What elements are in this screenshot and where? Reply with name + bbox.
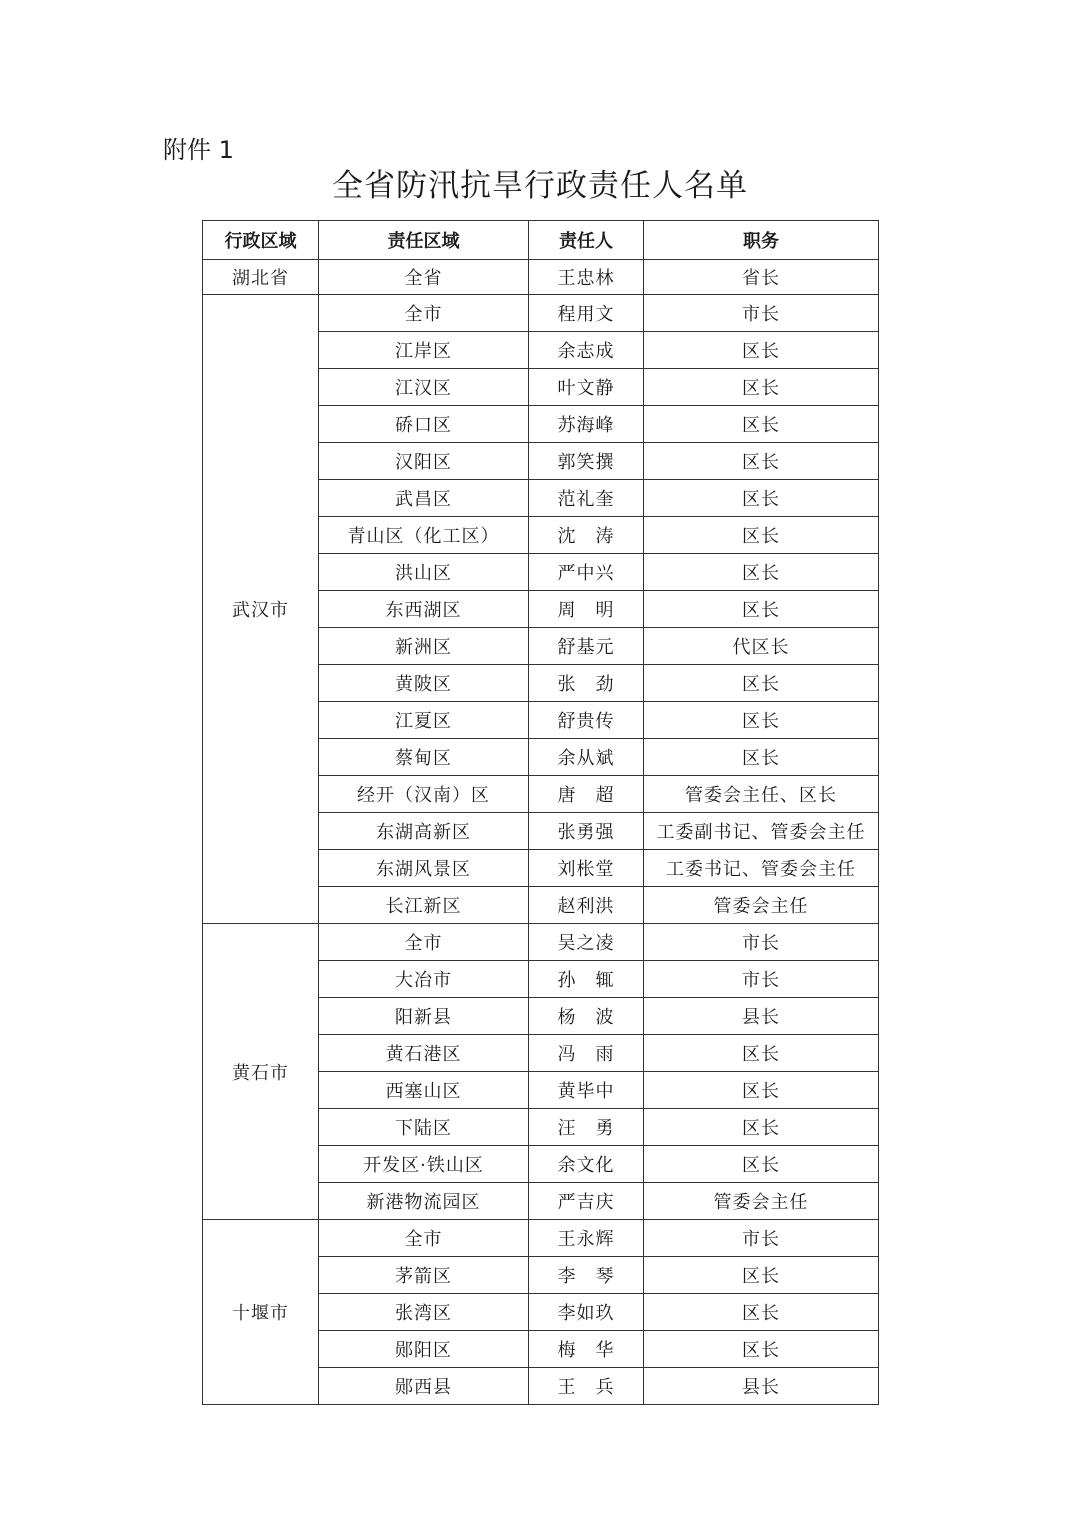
area-cell: 全市 (319, 1220, 529, 1257)
person-cell: 冯 雨 (529, 1035, 644, 1072)
table-row (203, 260, 879, 295)
position-cell: 市长 (644, 295, 879, 332)
person-cell: 程用文 (529, 295, 644, 332)
position-cell: 管委会主任、区长 (644, 776, 879, 813)
table-body (203, 260, 879, 1405)
area-cell: 西塞山区 (319, 1072, 529, 1109)
position-cell: 代区长 (644, 628, 879, 665)
person-cell: 李 琴 (529, 1257, 644, 1294)
position-cell: 区长 (644, 406, 879, 443)
position-cell: 区长 (644, 1146, 879, 1183)
position-cell: 区长 (644, 332, 879, 369)
area-cell: 阳新县 (319, 998, 529, 1035)
person-cell: 黄毕中 (529, 1072, 644, 1109)
position-cell: 区长 (644, 1294, 879, 1331)
position-cell: 管委会主任 (644, 1183, 879, 1220)
person-cell: 刘枨堂 (529, 850, 644, 887)
area-cell: 江岸区 (319, 332, 529, 369)
column-header-area: 责任区域 (319, 221, 529, 260)
area-cell: 大冶市 (319, 961, 529, 998)
area-cell: 江夏区 (319, 702, 529, 739)
person-cell: 杨 波 (529, 998, 644, 1035)
person-cell: 舒基元 (529, 628, 644, 665)
area-cell: 张湾区 (319, 1294, 529, 1331)
person-cell: 赵利洪 (529, 887, 644, 924)
position-cell: 市长 (644, 924, 879, 961)
person-cell: 梅 华 (529, 1331, 644, 1368)
person-cell: 唐 超 (529, 776, 644, 813)
person-cell: 张 劲 (529, 665, 644, 702)
responsibility-table (202, 220, 879, 1405)
person-cell: 苏海峰 (529, 406, 644, 443)
position-cell: 县长 (644, 998, 879, 1035)
area-cell: 青山区（化工区） (319, 517, 529, 554)
person-cell: 严中兴 (529, 554, 644, 591)
area-cell: 蔡甸区 (319, 739, 529, 776)
position-cell: 区长 (644, 480, 879, 517)
region-cell: 武汉市 (203, 295, 319, 924)
person-cell: 严吉庆 (529, 1183, 644, 1220)
area-cell: 全市 (319, 924, 529, 961)
position-cell: 市长 (644, 1220, 879, 1257)
region-cell: 湖北省 (203, 260, 319, 295)
column-header-person: 责任人 (529, 221, 644, 260)
table-header-row (203, 221, 879, 260)
position-cell: 工委副书记、管委会主任 (644, 813, 879, 850)
column-header-region: 行政区域 (203, 221, 319, 260)
person-cell: 王忠林 (529, 260, 644, 295)
position-cell: 县长 (644, 1368, 879, 1405)
table-row (203, 1220, 879, 1257)
position-cell: 区长 (644, 517, 879, 554)
person-cell: 余文化 (529, 1146, 644, 1183)
position-cell: 区长 (644, 369, 879, 406)
region-cell: 十堰市 (203, 1220, 319, 1405)
person-cell: 孙 辄 (529, 961, 644, 998)
area-cell: 黄陂区 (319, 665, 529, 702)
area-cell: 全省 (319, 260, 529, 295)
area-cell: 下陆区 (319, 1109, 529, 1146)
column-header-title: 职务 (644, 221, 879, 260)
person-cell: 余志成 (529, 332, 644, 369)
area-cell: 长江新区 (319, 887, 529, 924)
position-cell: 区长 (644, 1109, 879, 1146)
person-cell: 郭笑撰 (529, 443, 644, 480)
person-cell: 王永辉 (529, 1220, 644, 1257)
table-row (203, 295, 879, 332)
position-cell: 区长 (644, 1035, 879, 1072)
person-cell: 李如玖 (529, 1294, 644, 1331)
position-cell: 区长 (644, 1257, 879, 1294)
area-cell: 茅箭区 (319, 1257, 529, 1294)
area-cell: 汉阳区 (319, 443, 529, 480)
person-cell: 舒贵传 (529, 702, 644, 739)
area-cell: 东湖高新区 (319, 813, 529, 850)
person-cell: 沈 涛 (529, 517, 644, 554)
area-cell: 新洲区 (319, 628, 529, 665)
area-cell: 全市 (319, 295, 529, 332)
position-cell: 工委书记、管委会主任 (644, 850, 879, 887)
area-cell: 黄石港区 (319, 1035, 529, 1072)
person-cell: 余从斌 (529, 739, 644, 776)
position-cell: 区长 (644, 665, 879, 702)
person-cell: 张勇强 (529, 813, 644, 850)
area-cell: 硚口区 (319, 406, 529, 443)
area-cell: 东西湖区 (319, 591, 529, 628)
area-cell: 武昌区 (319, 480, 529, 517)
position-cell: 区长 (644, 1072, 879, 1109)
area-cell: 新港物流园区 (319, 1183, 529, 1220)
position-cell: 区长 (644, 443, 879, 480)
person-cell: 叶文静 (529, 369, 644, 406)
area-cell: 江汉区 (319, 369, 529, 406)
person-cell: 吴之凌 (529, 924, 644, 961)
position-cell: 区长 (644, 1331, 879, 1368)
attachment-label: 附件 1 (163, 136, 234, 164)
region-cell: 黄石市 (203, 924, 319, 1220)
position-cell: 区长 (644, 702, 879, 739)
position-cell: 省长 (644, 260, 879, 295)
document-title: 全省防汛抗旱行政责任人名单 (332, 168, 748, 204)
position-cell: 管委会主任 (644, 887, 879, 924)
table-row (203, 924, 879, 961)
position-cell: 区长 (644, 739, 879, 776)
person-cell: 汪 勇 (529, 1109, 644, 1146)
person-cell: 周 明 (529, 591, 644, 628)
area-cell: 东湖风景区 (319, 850, 529, 887)
area-cell: 郧阳区 (319, 1331, 529, 1368)
area-cell: 洪山区 (319, 554, 529, 591)
person-cell: 范礼奎 (529, 480, 644, 517)
area-cell: 开发区·铁山区 (319, 1146, 529, 1183)
area-cell: 经开（汉南）区 (319, 776, 529, 813)
person-cell: 王 兵 (529, 1368, 644, 1405)
position-cell: 区长 (644, 554, 879, 591)
position-cell: 区长 (644, 591, 879, 628)
area-cell: 郧西县 (319, 1368, 529, 1405)
position-cell: 市长 (644, 961, 879, 998)
